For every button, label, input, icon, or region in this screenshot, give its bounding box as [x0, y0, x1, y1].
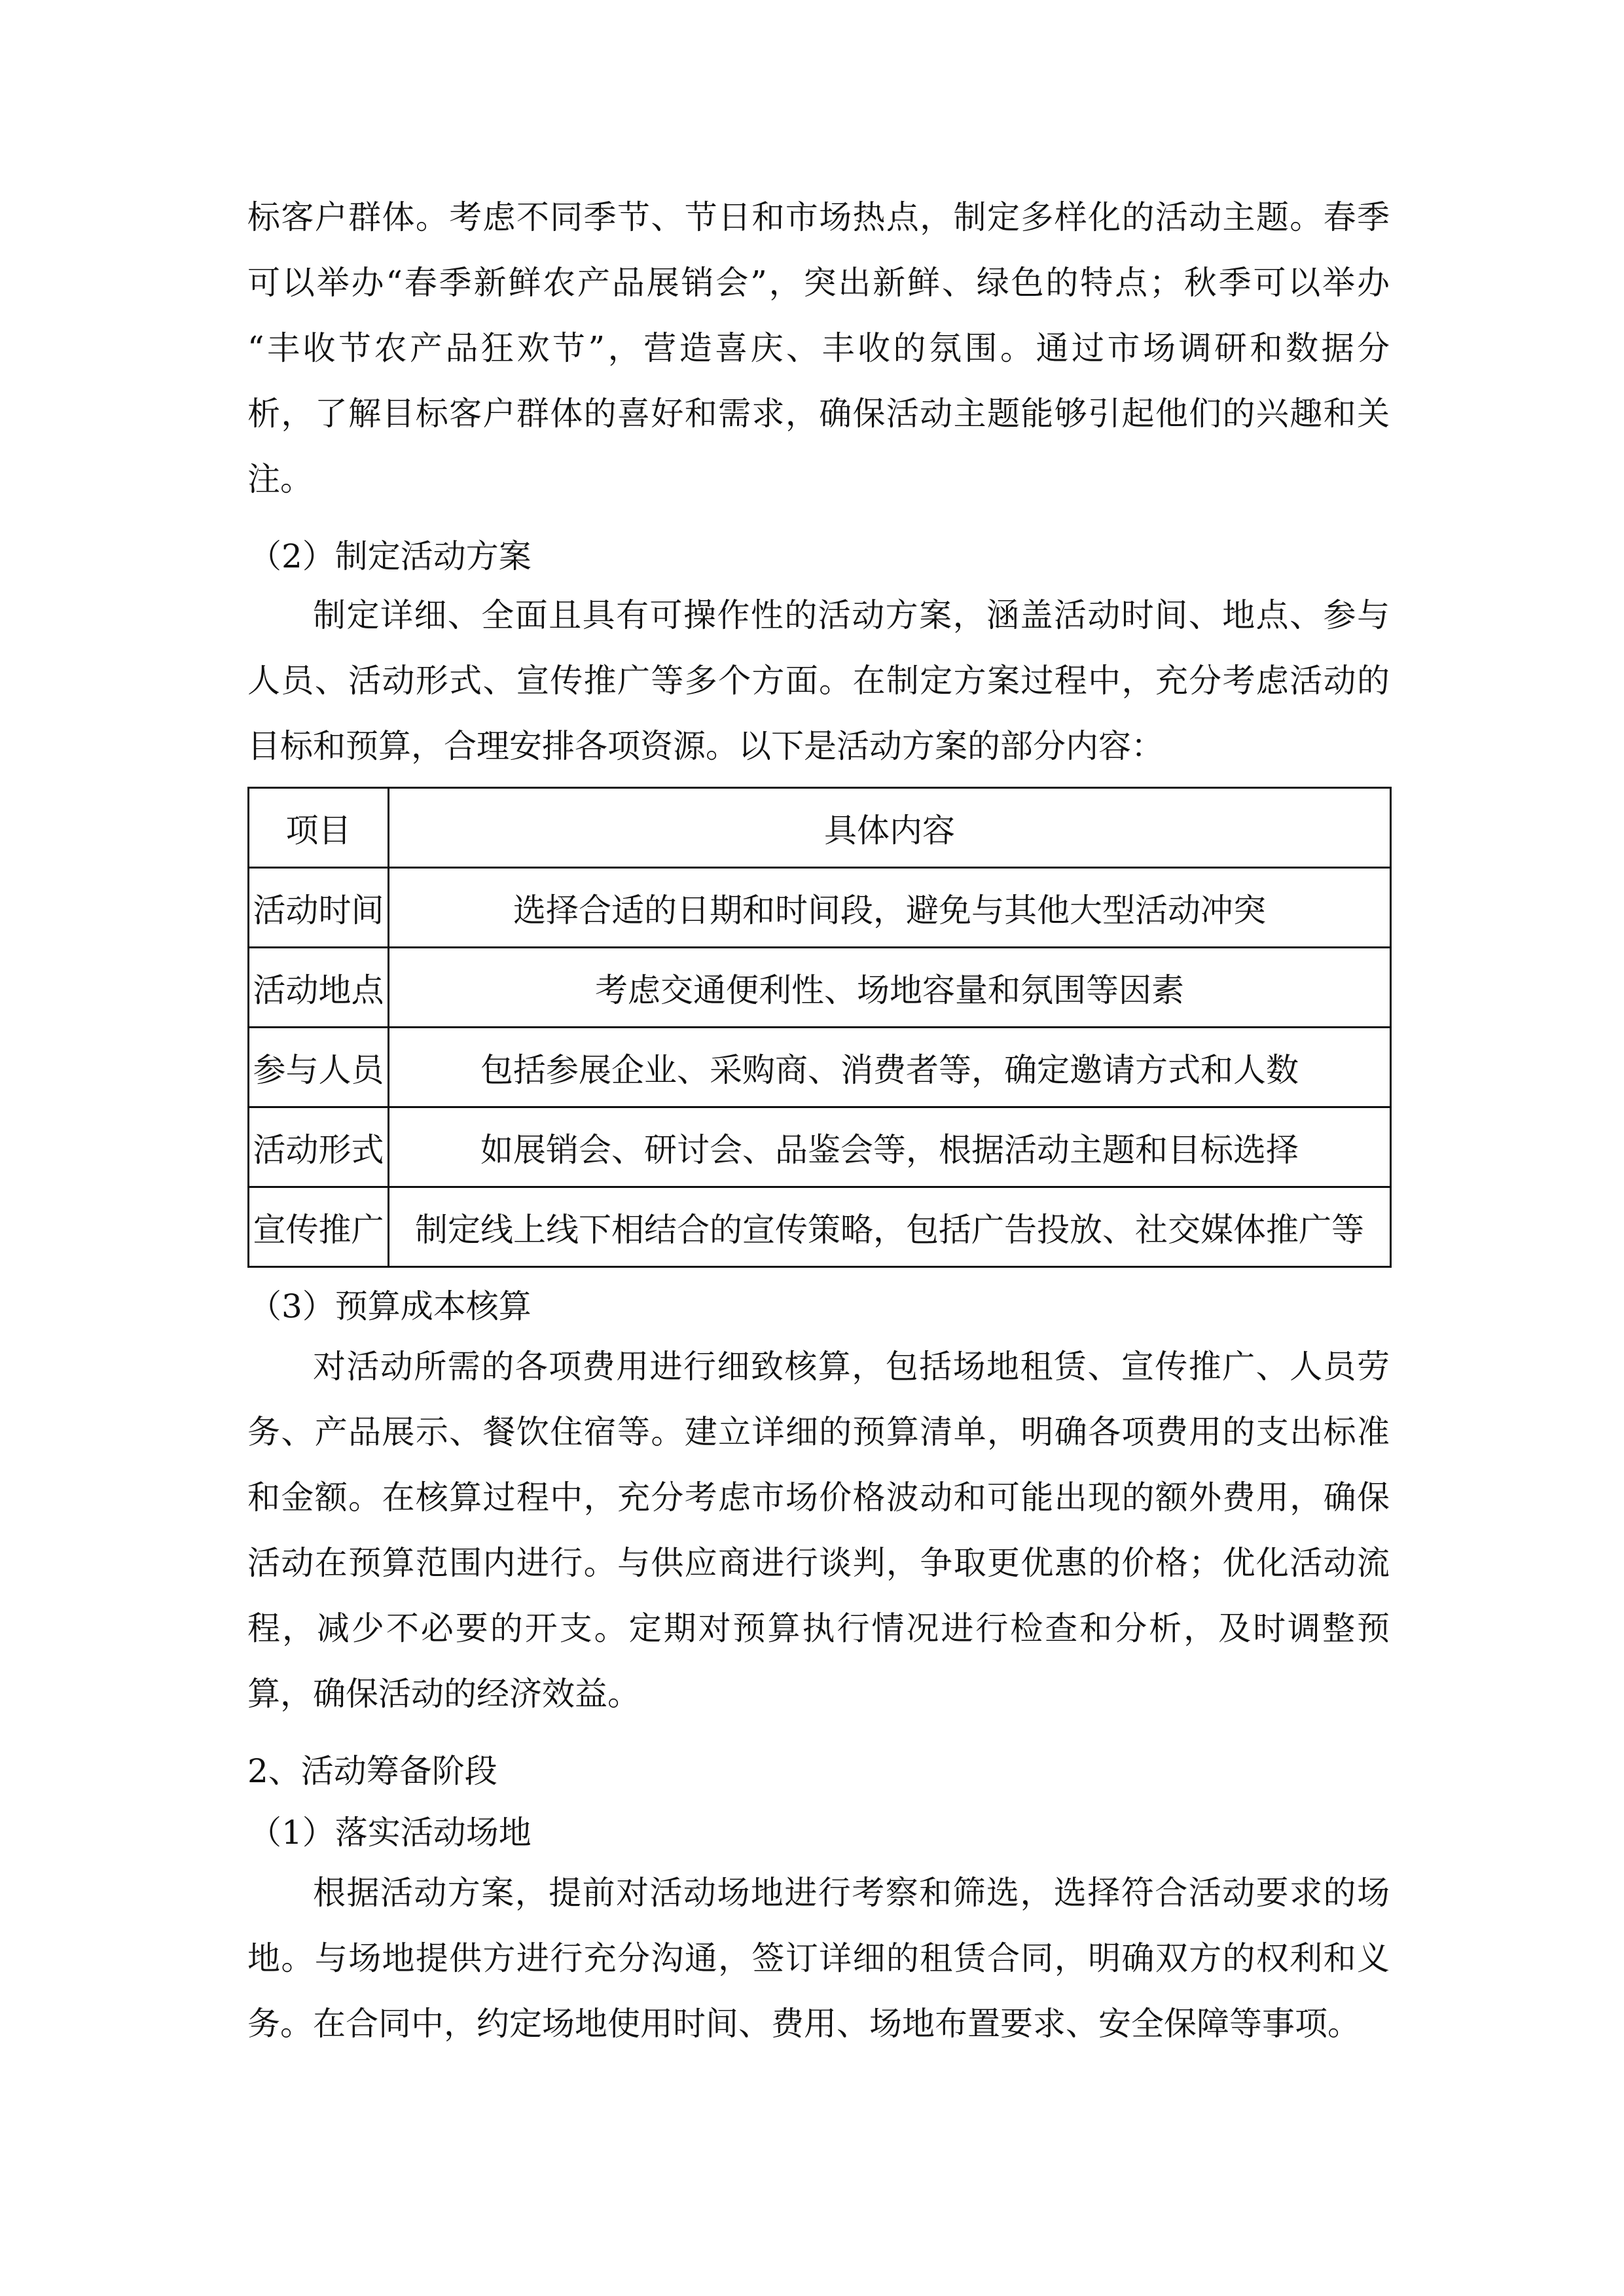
- table-header-content: 具体内容: [389, 788, 1391, 868]
- table-cell-item: 宣传推广: [249, 1187, 389, 1267]
- section-2-line-1: 制定详细、全面且具有可操作性的活动方案，涵盖活动时间、地点、参与: [313, 596, 1390, 634]
- table-row: [249, 1187, 1391, 1267]
- section-3-line-3: 和金额。在核算过程中，充分考虑市场价格波动和可能出现的额外费用，确保: [247, 1479, 1390, 1516]
- stage-2-line-2: 地。与场地提供方进行充分沟通，签订详细的租赁合同，明确双方的权利和义: [247, 1939, 1390, 1977]
- table-cell-item: 活动形式: [249, 1107, 389, 1187]
- table-row: [249, 868, 1391, 948]
- intro-line-3: “丰收节农产品狂欢节”，营造喜庆、丰收的氛围。通过市场调研和数据分: [247, 329, 1390, 367]
- table-cell-content: 制定线上线下相结合的宣传策略，包括广告投放、社交媒体推广等: [389, 1187, 1391, 1267]
- table-cell-content: 包括参展企业、采购商、消费者等，确定邀请方式和人数: [389, 1028, 1391, 1107]
- section-2-heading: （2）制定活动方案: [249, 537, 532, 575]
- table-row: [249, 948, 1391, 1028]
- table-header-row: [249, 788, 1391, 868]
- table-cell-item: 活动地点: [249, 948, 389, 1028]
- stage-2-heading: 2、活动筹备阶段: [247, 1752, 497, 1790]
- section-3-line-4: 活动在预算范围内进行。与供应商进行谈判，争取更优惠的价格；优化活动流: [247, 1544, 1390, 1582]
- section-3-line-6: 算，确保活动的经济效益。: [247, 1675, 640, 1713]
- intro-line-4: 析，了解目标客户群体的喜好和需求，确保活动主题能够引起他们的兴趣和关: [247, 395, 1390, 433]
- intro-line-5: 注。: [247, 460, 313, 498]
- table-cell-content: 选择合适的日期和时间段，避免与其他大型活动冲突: [389, 868, 1391, 948]
- table-row: [249, 1028, 1391, 1107]
- table-cell-content: 如展销会、研讨会、品鉴会等，根据活动主题和目标选择: [389, 1107, 1391, 1187]
- section-3-heading: （3）预算成本核算: [249, 1287, 532, 1325]
- stage-2-line-1: 根据活动方案，提前对活动场地进行考察和筛选，选择符合活动要求的场: [313, 1874, 1390, 1912]
- table-row: [249, 1107, 1391, 1187]
- table-cell-content: 考虑交通便利性、场地容量和氛围等因素: [389, 948, 1391, 1028]
- section-2-line-3: 目标和预算，合理安排各项资源。以下是活动方案的部分内容：: [247, 727, 1164, 765]
- stage-2-sub-heading: （1）落实活动场地: [249, 1814, 532, 1852]
- intro-line-2: 可以举办“春季新鲜农产品展销会”，突出新鲜、绿色的特点；秋季可以举办: [247, 264, 1390, 302]
- activity-plan-table: [247, 787, 1392, 1268]
- table-cell-item: 参与人员: [249, 1028, 389, 1107]
- table-header-item: 项目: [249, 788, 389, 868]
- table-cell-item: 活动时间: [249, 868, 389, 948]
- section-3-line-5: 程，减少不必要的开支。定期对预算执行情况进行检查和分析，及时调整预: [247, 1609, 1390, 1647]
- stage-2-line-3: 务。在合同中，约定场地使用时间、费用、场地布置要求、安全保障等事项。: [247, 2005, 1360, 2043]
- section-3-line-2: 务、产品展示、餐饮住宿等。建立详细的预算清单，明确各项费用的支出标准: [247, 1413, 1390, 1451]
- intro-line-1: 标客户群体。考虑不同季节、节日和市场热点，制定多样化的活动主题。春季: [247, 198, 1390, 236]
- section-3-line-1: 对活动所需的各项费用进行细致核算，包括场地租赁、宣传推广、人员劳: [313, 1348, 1390, 1386]
- section-2-line-2: 人员、活动形式、宣传推广等多个方面。在制定方案过程中，充分考虑活动的: [247, 662, 1390, 700]
